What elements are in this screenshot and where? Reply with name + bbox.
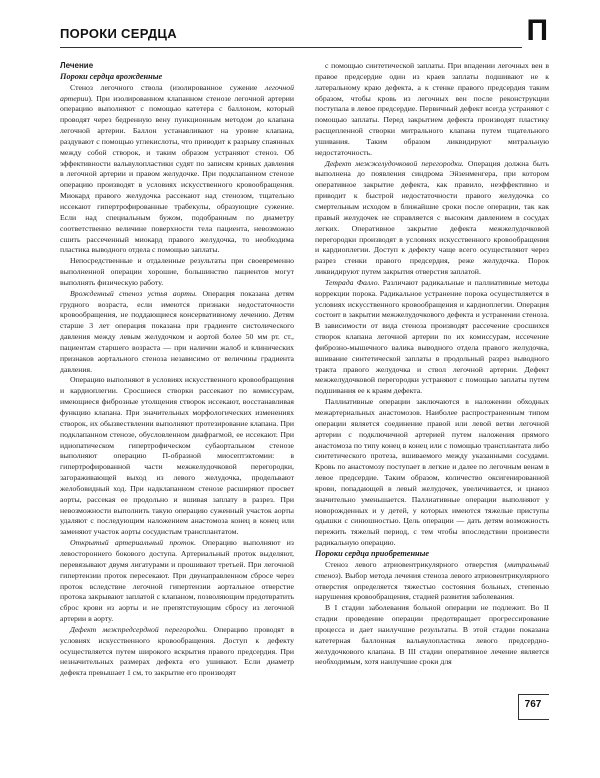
paragraph-aortic-stenosis (60, 289, 294, 376)
paragraph-mitral-stenosis (315, 560, 549, 603)
italic-term: Открытый артериальный проток. (70, 538, 197, 548)
paragraph-patch-closure: с помощью синтетической заплаты. При впадении легочных вен в правое предсердие один из краев заплаты подшивают не к латеральному краю дефекта, а к стенке правого предсердия таким образом, чтобы кровь из легочных вен после реконструкции поступала в левое предсердие. Первичный дефект всегда устраняют с помощью заплаты. Перед закрытием дефекта производят пластику расщепленной створки митрального клапана путем тщательного ушивания. Таким образом ликвидируют митральную недостаточность. (315, 61, 549, 157)
text-segment: Операцию проводят в условиях искусственного кровообращения. Доступ к дефекту осуществляется путем широкого вскрытия правого предсердия. При незначительных размерах дефекта его ушивают. Если диаметр дефекта превышает 1 см, то закрытие его производят (60, 624, 294, 678)
paragraph-ventricular-septal-defect (315, 159, 549, 278)
text-segment: ). Выбор метода лечения стеноза левого атриовентрикулярного отверстия определяется тяжестью состояния больных, степенью нарушения кровообращения, стадией развития заболевания. (315, 570, 549, 602)
section-letter: П (526, 14, 548, 47)
text-segment: Стеноз легочного ствола (изолированное сужение (70, 82, 265, 92)
subheading-congenital: Пороки сердца врожденные (60, 71, 163, 81)
italic-term: Тетрада Фалло. (325, 277, 380, 287)
text-segment: Операция показана детям грудного возраста, если имеются признаки недостаточности кровообращения, не поддающиеся консервативному лечению. Детям старше 3 лет операция показана при градиенте систолического давления между левым желудочком и аортой более 50 мм рт. ст., пациентам старшего возраста — при наличии жалоб и клинических признаков аортального стеноза независимо от величины градиента давления. (60, 288, 294, 374)
text-segment: Операцию выполняют из левостороннего бокового доступа. Артериальный проток выделяют, перевязывают двумя лигатурами и прошивают третьей. При легочной гипертензии проток пересекают. При двунаправленном сбросе через проток вследствие легочной гипертензии аортальное отверстие протока закрывают заплатой с клапаном, позволяющим предотвратить сброс крови из аорты и не препятствующим сбросу из легочной артерии в аорту. (60, 538, 294, 624)
text-segment: Различают радикальные и паллиативные методы коррекции порока. Радикальное устранение порока осуществляется в условиях искусственного кровообращения и кардиоплегии. Операция состоит в закрытии межжелудочкового дефекта и устранении стеноза. В зависимости от вида стеноза производят рассечение сросшихся створок клапана легочной артерии по их комиссурам, иссечение фиброзно-мышечного валика выводного отдела правого желудочка, вшивание синтетической заплаты в продольный разрез выводного тракта правого желудочка и ствол легочной артерии. Дефект межжелудочковой перегородки устраняют с помощью заплаты путем подшивания ее к краям дефекта. (315, 277, 549, 396)
text-segment: ). При изолированном клапанном стенозе легочной артерии операцию выполняют с помощью катетера с баллоном, который проводят через бедренную вену пункционным методом до клапана легочной артерии. Баллон устанавливают на уровне клапана, раздувают с помощью углекислоты, что приводит к разрыву спаянных между собой створок, и таким образом устраняют стеноз. Об эффективности вальвулопластики судят по записям кривых давления в легочной артерии и правом желудочке. При подклапанном стенозе операцию производят в условиях искусственного кровообращения. Миокард правого желудочка рассекают над стенозом, тщательно иссекают гипертрофированные трабекулы, образующие сужение. Если над специальным бужом, подобранным по диаметру соответственно величине поверхности тела пациента, невозможно сшить рассеченный миокард правого желудочка, то необходима пластика выводного отдела с помощью заплаты. (60, 93, 294, 255)
right-column (315, 61, 549, 668)
italic-term: легочной артерии (60, 82, 294, 103)
running-header-title: ПОРОКИ СЕРДЦА (60, 26, 177, 41)
paragraph-disease-stages: В I стадии заболевания больной операции не подлежит. Во II стадии проведение операции предотвращает прогрессирование процесса и дает наилучшие результаты. В этой стадии показана катетерная баллонная вальвулопластика левого предсердно-желудочкового клапана. В III стадии оперативное лечение является необходимым, хотя наилучшие сроки для (315, 603, 549, 667)
paragraph-atrial-septal-defect (60, 625, 294, 679)
header-divider (60, 47, 522, 48)
paragraph-pulmonary-stenosis (60, 83, 294, 257)
paragraph-results: Непосредственные и отдаленные результаты при своевременно выполненной операции хорошие, большинство пациентов могут выполнять физическую работу. (60, 256, 294, 287)
paragraph-ductus-arteriosus (60, 538, 294, 625)
left-column (60, 61, 294, 679)
italic-term: митральный стеноз (315, 559, 549, 580)
text-segment: Стеноз левого атриовентрикулярного отверстия ( (325, 559, 507, 569)
text-segment: Операция должна быть выполнена до появления синдрома Эйзенменгера, при котором оперативное закрытие дефекта, как правило, неэффективно и приводит к быстрой недостаточности правого желудочка со смертельным исходом в ближайшие сроки после операции, так как правый желудочек не справляется с высоким давлением в сосудах легких. Оперативное закрытие дефекта межжелудочковой перегородки производят в условиях искусственного кровообращения и кардиоплегии. Доступ к дефекту чаще всего осуществляют через разрез стенки правого предсердия, реже желудочка. Порок ликвидируют путем закрытия отверстия заплатой. (315, 158, 549, 277)
italic-term: Дефект межпредсердной перегородки. (70, 624, 208, 634)
page-number: 767 (524, 699, 542, 710)
section-heading-treatment: Лечение (60, 61, 94, 70)
italic-term: Дефект межжелудочковой перегородки. (325, 158, 464, 168)
subheading-acquired: Пороки сердца приобретенные (315, 548, 430, 558)
paragraph-aortic-operation: Операцию выполняют в условиях искусственного кровообращения и кардиоплегии. Сросшиеся створки рассекают по комиссурам, имеющиеся фиброзные утолщения створок иссекают, восстанавливая функцию клапана. При значительных морфологических изменениях створок, их обызвествлении выполняют протезирование клапана. При подклапанном стенозе, обусловленном диафрагмой, ее иссекают. При идиопатическом гипертрофическом субаортальном стенозе выполняют операцию П-образной миосептэктомии: в гипертрофированной части межжелудочковой перегородки, загораживающей выход из левого желудочка, продельвают желобовидный ход. При надклапанном стенозе расширяют просвет аорты, рассекая ее продольно и вшивая заплату в разрез. При невозможности выполнить такую операцию суженный участок аорты удаляют с последующим наложением анастомоза конец в конец или заменяют участок аорты сосудистым трансплантатом. (60, 375, 294, 537)
paragraph-tetralogy-fallot (315, 278, 549, 397)
italic-term: Врожденный стеноз устья аорты. (70, 288, 198, 298)
paragraph-palliative: Паллиативные операции заключаются в наложении обходных межартериальных анастомозов. Наиболее распространенным типом операции является соединение правой или левой ветви легочной артерии с подключичной артерией путем наложения прямого анастомоза по типу конец в конец или с помощью трансплантата либо синтетического протеза, вшиваемого между указанными сосудами. Кровь по анастомозу поступает в легкие и далее по легочным венам в левое предсердие. Таким образом, количество оксигенированной крови, попадающей в левый желудочек, увеличивается, и цианоз значительно уменьшается. Паллиативные операции выполняют у новорожденных и у детей, у которых имеются тяжелые приступы одышки с синюшностью. Цель операции — дать детям возможность пережить тяжелый период, с тем чтобы впоследствии произвести радикальную операцию. (315, 397, 549, 548)
